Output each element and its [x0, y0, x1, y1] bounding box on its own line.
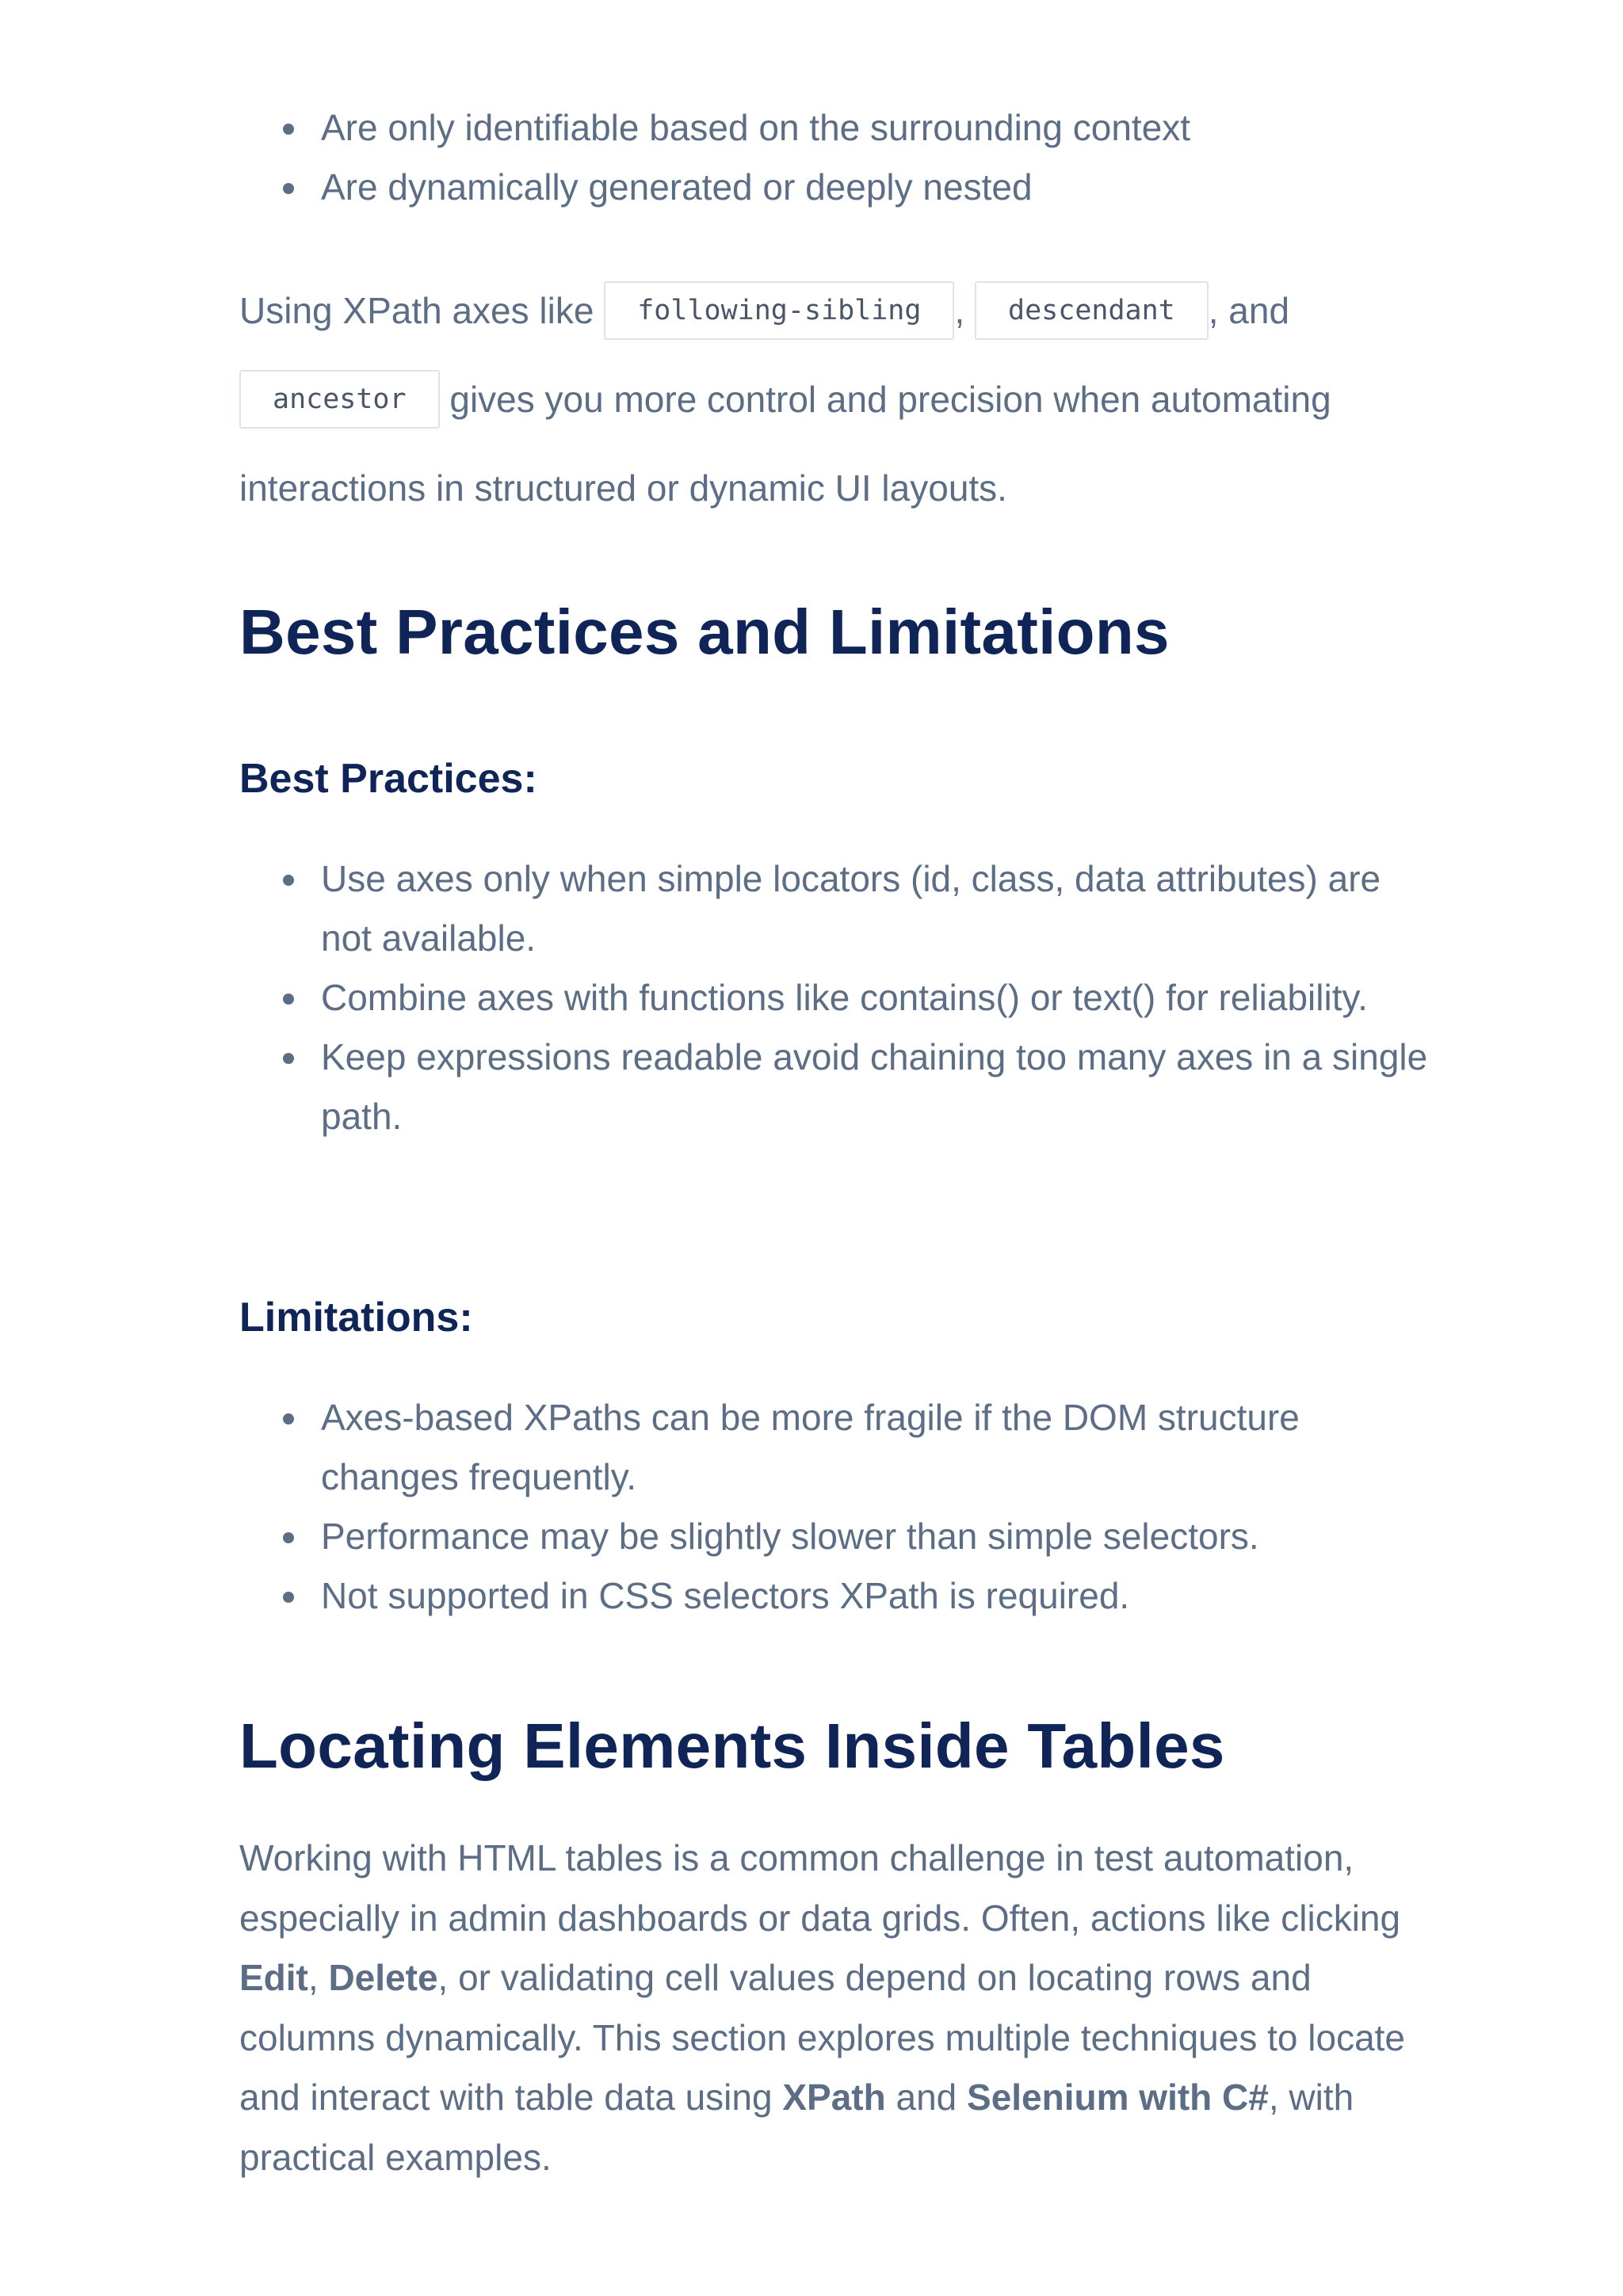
bold-delete: Delete	[328, 1957, 438, 1998]
paragraph-text: , or validating cell values depend on locating rows and columns dynamically. This section explores multiple techniques to locate and interact with table data using	[239, 1957, 1406, 2118]
context-bullet-list	[239, 98, 1428, 217]
best-practices-list	[239, 849, 1428, 1146]
inline-code-following-sibling: following-sibling	[604, 281, 954, 340]
list-item: Use axes only when simple locators (id, class, data attributes) are not available.	[239, 849, 1428, 968]
list-item: Are only identifiable based on the surrounding context	[239, 98, 1428, 158]
paragraph-text: Using XPath axes like	[239, 290, 605, 331]
tables-paragraph	[239, 1829, 1428, 2187]
bold-xpath: XPath	[782, 2077, 886, 2118]
section-heading-tables: Locating Elements Inside Tables	[239, 1711, 1225, 1781]
bold-edit: Edit	[239, 1957, 308, 1998]
list-item: Combine axes with functions like contains() or text() for reliability.	[239, 968, 1428, 1028]
limitations-list	[239, 1388, 1428, 1626]
paragraph-text: ,	[954, 290, 976, 331]
inline-code-ancestor: ancestor	[239, 370, 440, 429]
paragraph-text: ,	[307, 1957, 329, 1998]
paragraph-text: gives you more control and precision when automating interactions in structured or dynamic UI layouts.	[239, 379, 1331, 509]
list-item: Performance may be slightly slower than simple selectors.	[239, 1507, 1428, 1566]
bold-selenium-csharp: Selenium with C#	[967, 2077, 1269, 2118]
list-item: Keep expressions readable avoid chaining too many axes in a single path.	[239, 1028, 1428, 1146]
paragraph-text: , and	[1208, 290, 1290, 331]
list-item: Are dynamically generated or deeply nested	[239, 158, 1428, 217]
list-item: Not supported in CSS selectors XPath is required.	[239, 1566, 1428, 1626]
list-item: Axes-based XPaths can be more fragile if the DOM structure changes frequently.	[239, 1388, 1428, 1507]
paragraph-text: , with practical examples.	[239, 2077, 1354, 2178]
inline-code-descendant: descendant	[975, 281, 1209, 340]
subheading-best-practices: Best Practices:	[239, 756, 537, 802]
paragraph-text: and	[885, 2077, 968, 2118]
axes-paragraph	[239, 266, 1428, 532]
subheading-limitations: Limitations:	[239, 1295, 473, 1341]
paragraph-text: Working with HTML tables is a common challenge in test automation, especially in admin dashboards or data grids. Often, actions like clicking	[239, 1837, 1401, 1939]
section-heading-best-practices-limitations: Best Practices and Limitations	[239, 597, 1170, 667]
